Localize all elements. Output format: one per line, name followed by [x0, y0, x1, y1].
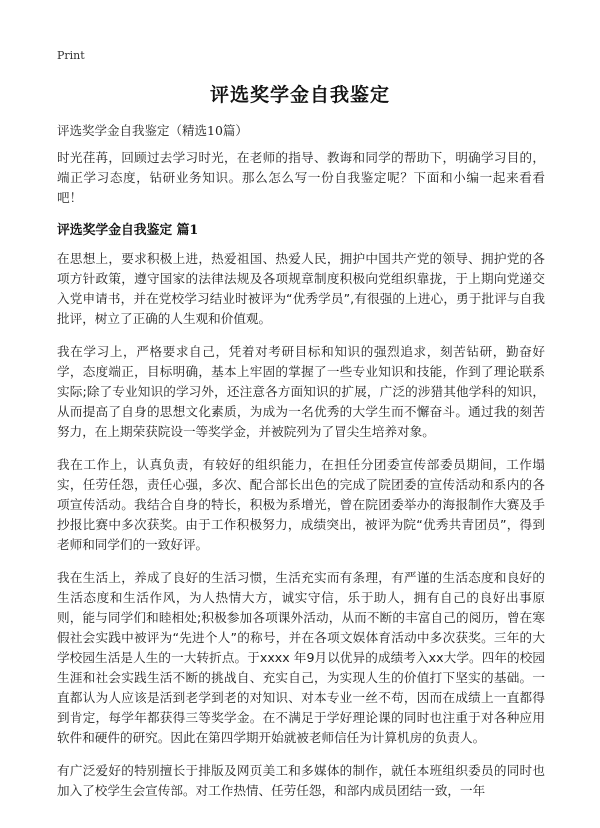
intro-paragraph: 时光荏苒，回顾过去学习时光，在老师的指导、教诲和同学的帮助下，明确学习目的，端正学习态度，钻研业务知识。那么怎么写一份自我鉴定呢？下面和小编一起来看看吧！ — [57, 150, 545, 205]
document-body — [57, 148, 545, 814]
document-subtitle: 评选奖学金自我鉴定（精选10篇） — [57, 123, 248, 138]
section-heading: 评选奖学金自我鉴定 篇1 — [57, 223, 199, 238]
paragraph-life: 我在生活上，养成了良好的生活习惯，生活充实而有条理，有严谨的生活态度和良好的生活态度和生活作风，为人热情大方，诚实守信，乐于助人，拥有自己的良好出事原则，能与同学们和睦相处;积极参加各项课外活动，从而不断的丰富自己的阅历，曾在寒假社会实践中被评为“先进个人”的称号，并在各项文娱体育活动中多次获奖。三年的大学校园生活是人生的一大转折点。于xxxx 年9月以优异的成绩考入xx大学。四年的校园生涯和社会实践生活不断的挑战自、充实自己，为实现人生的价值打下坚实的基础。一直都认为人应该是活到老学到老的对知识、对本专业一丝不苟，因而在成绩上一直都得到肯定，每学年都获得三等奖学金。在不满足于学好理论课的同时也注重于对各种应用软件和硬件的研究。因此在第四学期开始就被老师信任为计算机房的负责人。 — [57, 570, 545, 745]
paragraph-ideology: 在思想上，要求积极上进，热爱祖国、热爱人民，拥护中国共产党的领导、拥护党的各项方针政策，遵守国家的法律法规及各项规章制度积极向党组织靠拢，于上期向党递交入党申请书，并在党校学习结业时被评为“优秀学员”,有很强的上进心，勇于批评与自我批评，树立了正确的人生观和价值观。 — [57, 251, 545, 326]
paragraph-study: 我在学习上，严格要求自己，凭着对考研目标和知识的强烈追求，刻苦钻研，勤奋好学，态度端正，目标明确，基本上牢固的掌握了一些专业知识和技能，作到了理论联系实际;除了专业知识的学习外，还注意各方面知识的扩展，广泛的涉猎其他学科的知识，从而提高了自身的思想文化素质，为成为一名优秀的大学生而不懈奋斗。通过我的刻苦努力，在上期荣获院设一等奖学金，并被院列为了冒尖生培养对象。 — [57, 344, 545, 439]
paragraph-hobbies: 有广泛爱好的特别擅长于排版及网页美工和多媒体的制作，就任本班组织委员的同时也加入了校学生会宣传部。对工作热情、任劳任怨，和部内成员团结一致，一年 — [57, 763, 545, 798]
document-title: 评选奖学金自我鉴定 — [209, 84, 390, 106]
print-label: Print — [57, 49, 85, 62]
paragraph-work: 我在工作上，认真负责，有较好的组织能力，在担任分团委宣传部委员期间，工作塌实，任劳任怨，责任心强，多次、配合部长出色的完成了院团委的宣传活动和系内的各项宣传活动。我结合自身的特长，积极为系增光，曾在院团委举办的海报制作大赛及手抄报比赛中多次获奖。由于工作积极努力，成绩突出，被评为院“优秀共青团员”，得到老师和同学们的一致好评。 — [57, 457, 545, 552]
